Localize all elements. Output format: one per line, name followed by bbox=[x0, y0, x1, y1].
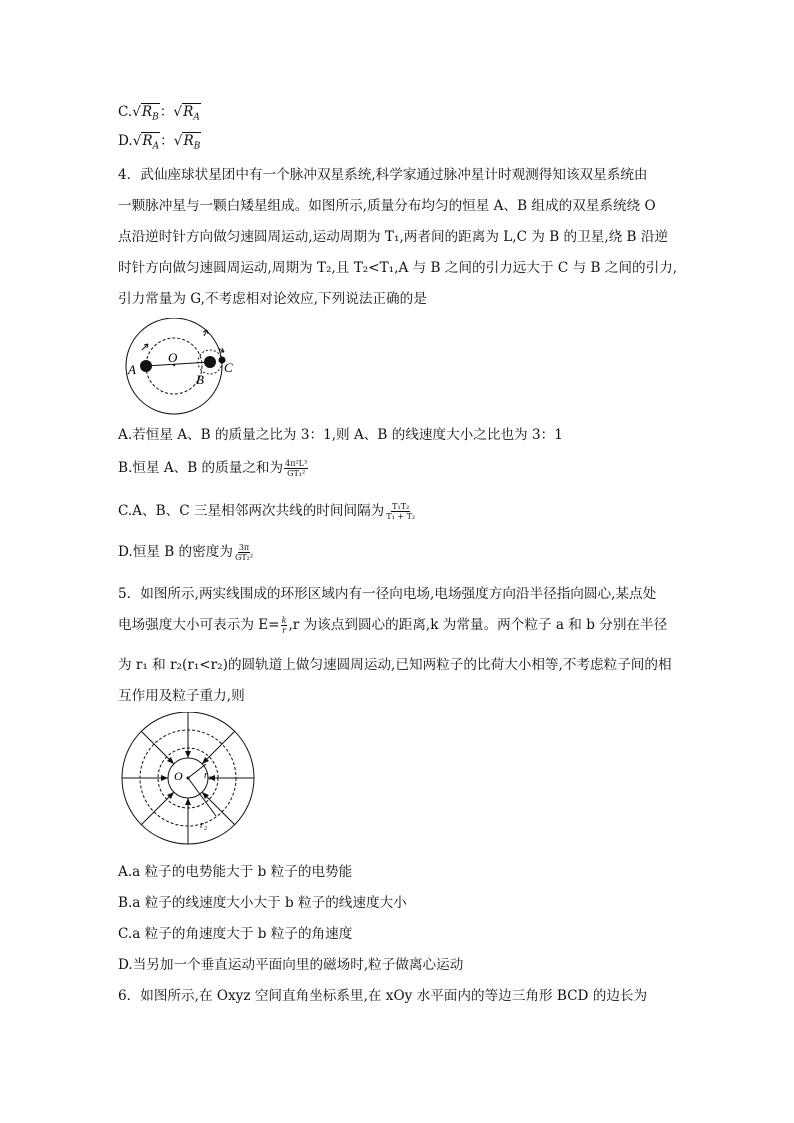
q3-option-c-radicand-1 bbox=[141, 103, 160, 123]
sqrt-symbol: √ bbox=[173, 104, 183, 120]
q5-stem-line-3: 为 r₁ 和 r₂(r₁<r₂)的圆轨道上做匀速圆周运动,已知两粒子的比荷大小相等,不考虑粒子间的相 bbox=[118, 657, 672, 673]
q3-c-r2-sub: A bbox=[193, 112, 200, 123]
label-c: C bbox=[224, 360, 233, 375]
q3-c-sep: ： bbox=[159, 104, 174, 120]
q3-option-d-letter: D. bbox=[118, 133, 133, 149]
q5-option-b: B.a 粒子的线速度大小大于 b 粒子的线速度大小 bbox=[118, 895, 407, 911]
q5-stem-line-1: 5．如图所示,两实线围成的环形区域内有一径向电场,电场强度方向沿半径指向圆心,某点处 bbox=[118, 586, 657, 602]
q4-option-b bbox=[118, 459, 309, 478]
q4-stem-line-5: 引力常量为 G,不考虑相对论效应,下列说法正确的是 bbox=[118, 291, 427, 307]
q5-line2-b: ,r 为该点到圆心的距离,k 为常量。两个粒子 a 和 b 分别在半径 bbox=[288, 617, 668, 633]
q3-c-r-sub: B bbox=[152, 112, 159, 123]
q3-option-d bbox=[118, 132, 201, 156]
q4-option-d-text: D.恒星 B 的密度为 bbox=[118, 544, 233, 560]
label-b: B bbox=[196, 372, 204, 387]
center-o-dot bbox=[187, 777, 190, 780]
q5-option-d: D.当另加一个垂直运动平面向里的磁场时,粒子做离心运动 bbox=[118, 957, 464, 973]
q4-option-c bbox=[118, 502, 417, 521]
q4-c-denominator: T₁ + T₂ bbox=[386, 512, 416, 521]
q3-d-r-sub: A bbox=[152, 141, 160, 152]
label-r1: r₁ bbox=[204, 770, 212, 781]
star-a bbox=[140, 360, 152, 372]
q4-stem-line-2: 一颗脉冲星与一颗白矮星组成。如图所示,质量分布均匀的恒星 A、B 组成的双星系统绕 O bbox=[118, 198, 656, 214]
q5-r: r bbox=[282, 626, 286, 635]
arrowhead-w-icon bbox=[161, 775, 168, 781]
q5-line2-a: 电场强度大小可表示为 E= bbox=[118, 617, 280, 633]
q3-option-c-radicand-2 bbox=[182, 103, 201, 123]
sqrt-symbol: √ bbox=[132, 104, 141, 120]
q4-b-denominator: GT₁² bbox=[287, 469, 306, 478]
q4-option-c-text: C.A、B、C 三星相邻两次共线的时间间隔为 bbox=[118, 503, 385, 519]
q4-option-d bbox=[118, 543, 255, 562]
q5-radial-field-diagram bbox=[118, 712, 262, 850]
label-r2: r₂ bbox=[200, 820, 208, 831]
q3-d-r: R bbox=[142, 133, 153, 149]
q5-stem-line-2 bbox=[118, 616, 667, 635]
q4-d-numerator: 3π bbox=[238, 543, 250, 552]
q4-stem-line-4: 时针方向做匀速圆周运动,周期为 T₂,且 T₂<T₁,A 与 B 之间的引力远大于 C 与 B 之间的引力, bbox=[118, 260, 678, 276]
sqrt-symbol: √ bbox=[173, 133, 183, 149]
q4-option-b-text: B.恒星 A、B 的质量之和为 bbox=[118, 460, 284, 476]
label-o: O bbox=[168, 350, 178, 365]
q5-k: k bbox=[281, 616, 287, 625]
q5-stem-line-4: 互作用及粒子重力,则 bbox=[118, 688, 245, 704]
arrowhead-n-icon bbox=[185, 751, 191, 758]
sqrt-symbol: √ bbox=[132, 133, 142, 149]
q3-option-c-letter: C. bbox=[118, 104, 133, 120]
q4-b-numerator: 4π²L³ bbox=[285, 459, 308, 468]
q3-option-c bbox=[118, 103, 201, 127]
q3-d-r2-sub: B bbox=[193, 141, 201, 152]
q3-option-d-radicand-2 bbox=[182, 132, 201, 152]
q4-binary-star-diagram bbox=[114, 318, 274, 418]
q4-option-b-fraction bbox=[284, 459, 308, 478]
arrowhead-s-icon bbox=[185, 798, 191, 805]
q4-c-numerator: T₁T₂ bbox=[392, 502, 410, 511]
label-a: A bbox=[128, 362, 136, 377]
q3-option-d-radicand-1 bbox=[141, 132, 160, 152]
q5-field-fraction bbox=[281, 616, 288, 635]
q3-d-r2: R bbox=[183, 133, 194, 149]
q3-d-sep: ： bbox=[160, 133, 174, 149]
q3-c-r: R bbox=[141, 104, 153, 120]
q5-option-a: A.a 粒子的电势能大于 b 粒子的电势能 bbox=[118, 864, 353, 880]
q4-d-denominator: GT₂² bbox=[234, 553, 254, 562]
q4-option-c-fraction bbox=[385, 502, 416, 521]
q4-option-a: A.若恒星 A、B 的质量之比为 3：1,则 A、B 的线速度大小之比也为 3：1 bbox=[118, 427, 563, 443]
line-ab bbox=[146, 362, 210, 366]
q4-stem-line-1: 4．武仙座球状星团中有一个脉冲双星系统,科学家通过脉冲星计时观测得知该双星系统由 bbox=[118, 167, 648, 183]
star-b bbox=[204, 356, 216, 368]
q3-c-r2: R bbox=[183, 104, 194, 120]
q6-stem-line-1: 6．如图所示,在 Oxyz 空间直角坐标系里,在 xOy 水平面内的等边三角形 BCD 的边长为 bbox=[118, 988, 648, 1004]
q4-stem-line-3: 点沿逆时针方向做匀速圆周运动,运动周期为 T₁,两者间的距离为 L,C 为 B 的卫星,绕 B 沿逆 bbox=[118, 229, 669, 245]
q5-option-c: C.a 粒子的角速度大于 b 粒子的角速度 bbox=[118, 926, 353, 942]
q4-option-d-fraction bbox=[234, 543, 254, 562]
label-o: O bbox=[174, 769, 183, 783]
